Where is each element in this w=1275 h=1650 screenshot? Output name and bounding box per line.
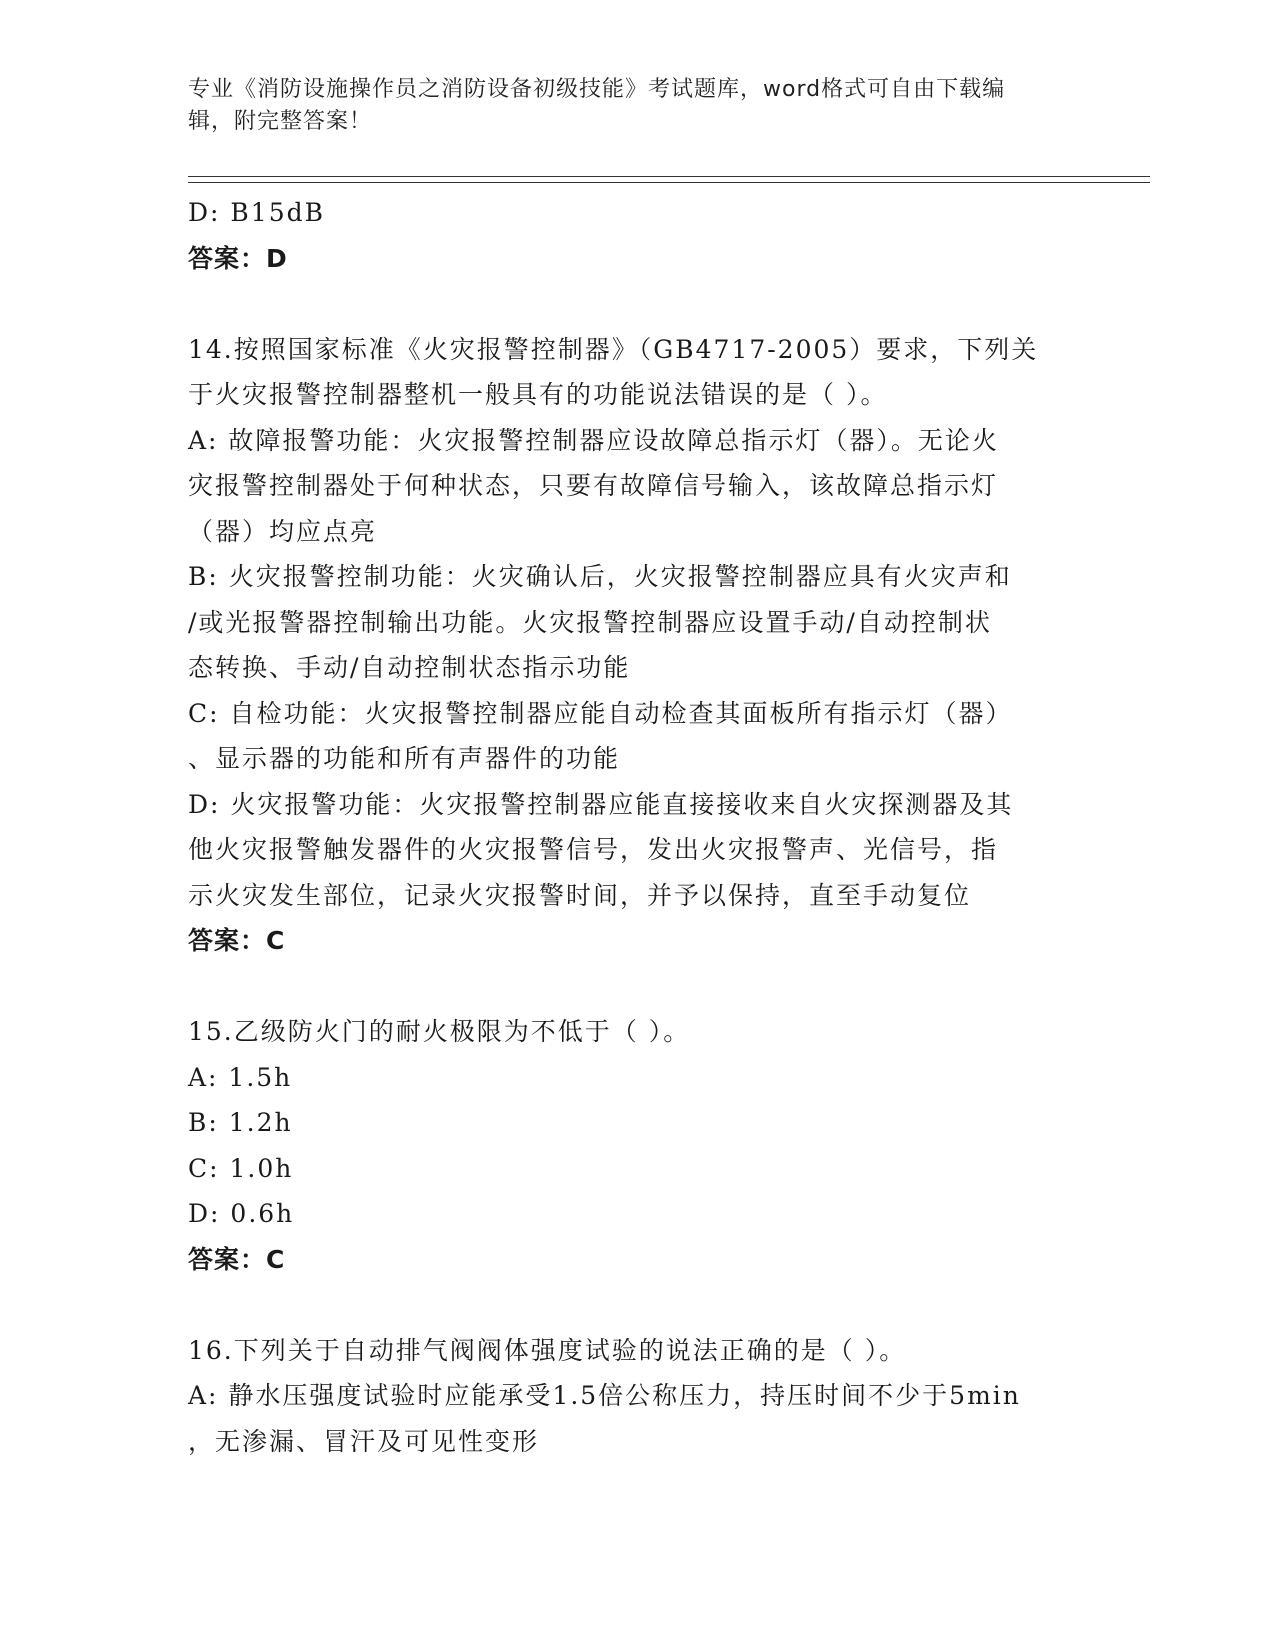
option-c: 、显示器的功能和所有声器件的功能 [188, 744, 621, 773]
option-c: C: 自检功能：火灾报警控制器应能自动检查其面板所有指示灯（器） [188, 698, 1013, 728]
question-16 [188, 1328, 1078, 1465]
spacer [188, 964, 1078, 1010]
spacer [188, 281, 1078, 327]
option-b: 态转换、手动/自动控制状态指示功能 [188, 653, 631, 682]
previous-question-tail [188, 190, 1078, 281]
question-text: 14.按照国家标准《火灾报警控制器》（GB4717-2005）要求，下列关 [188, 334, 1039, 364]
option-b: B: 1.2h [188, 1108, 293, 1137]
option-a: 灾报警控制器处于何种状态，只要有故障信号输入，该故障总指示灯 [188, 471, 999, 500]
option-a: ，无渗漏、冒汗及可见性变形 [188, 1426, 540, 1456]
option-b: B: 火灾报警控制功能：火灾确认后，火灾报警控制器应具有火灾声和 [188, 562, 1012, 591]
question-text: 16.下列关于自动排气阀阀体强度试验的说法正确的是（ ）。 [188, 1335, 907, 1365]
answer-line: 答案：C [188, 1244, 286, 1274]
option-a: A: 故障报警功能：火灾报警控制器应设故障总指示灯（器）。无论火 [188, 425, 999, 455]
answer-line: 答案：C [188, 926, 286, 955]
option-d: D: 0.6h [188, 1199, 295, 1228]
header-line-2: 辑，附完整答案！ [188, 109, 373, 134]
question-15 [188, 1009, 1078, 1282]
document-body [188, 190, 1078, 1464]
option-b: /或光报警器控制输出功能。火灾报警控制器应设置手动/自动控制状 [188, 607, 992, 637]
option-a: A: 静水压强度试验时应能承受1.5倍公称压力，持压时间不少于5min [188, 1381, 1021, 1410]
option-a: （器）均应点亮 [188, 516, 378, 546]
option-c: C: 1.0h [188, 1153, 294, 1183]
header-rule-top [188, 176, 1150, 177]
question-text: 15.乙级防火门的耐火极限为不低于（ ）。 [188, 1017, 691, 1046]
spacer [188, 1282, 1078, 1328]
header-line-1: 专业《消防设施操作员之消防设备初级技能》考试题库，word格式可自由下载编 [188, 77, 1006, 102]
question-14 [188, 327, 1078, 964]
header-rule-bottom [188, 182, 1150, 183]
option-d: 他火灾报警触发器件的火灾报警信号，发出火灾报警声、光信号，指 [188, 835, 999, 864]
option-d: D: B15dB [188, 198, 325, 227]
question-text: 于火灾报警控制器整机一般具有的功能说法错误的是（ ）。 [188, 380, 888, 409]
option-d: D: 火灾报警功能：火灾报警控制器应能直接接收来自火灾探测器及其 [188, 789, 1014, 819]
option-d: 示火灾发生部位，记录火灾报警时间，并予以保持，直至手动复位 [188, 880, 972, 910]
answer-line: 答案：D [188, 243, 288, 273]
option-a: A: 1.5h [188, 1062, 293, 1092]
document-header [188, 74, 1068, 138]
